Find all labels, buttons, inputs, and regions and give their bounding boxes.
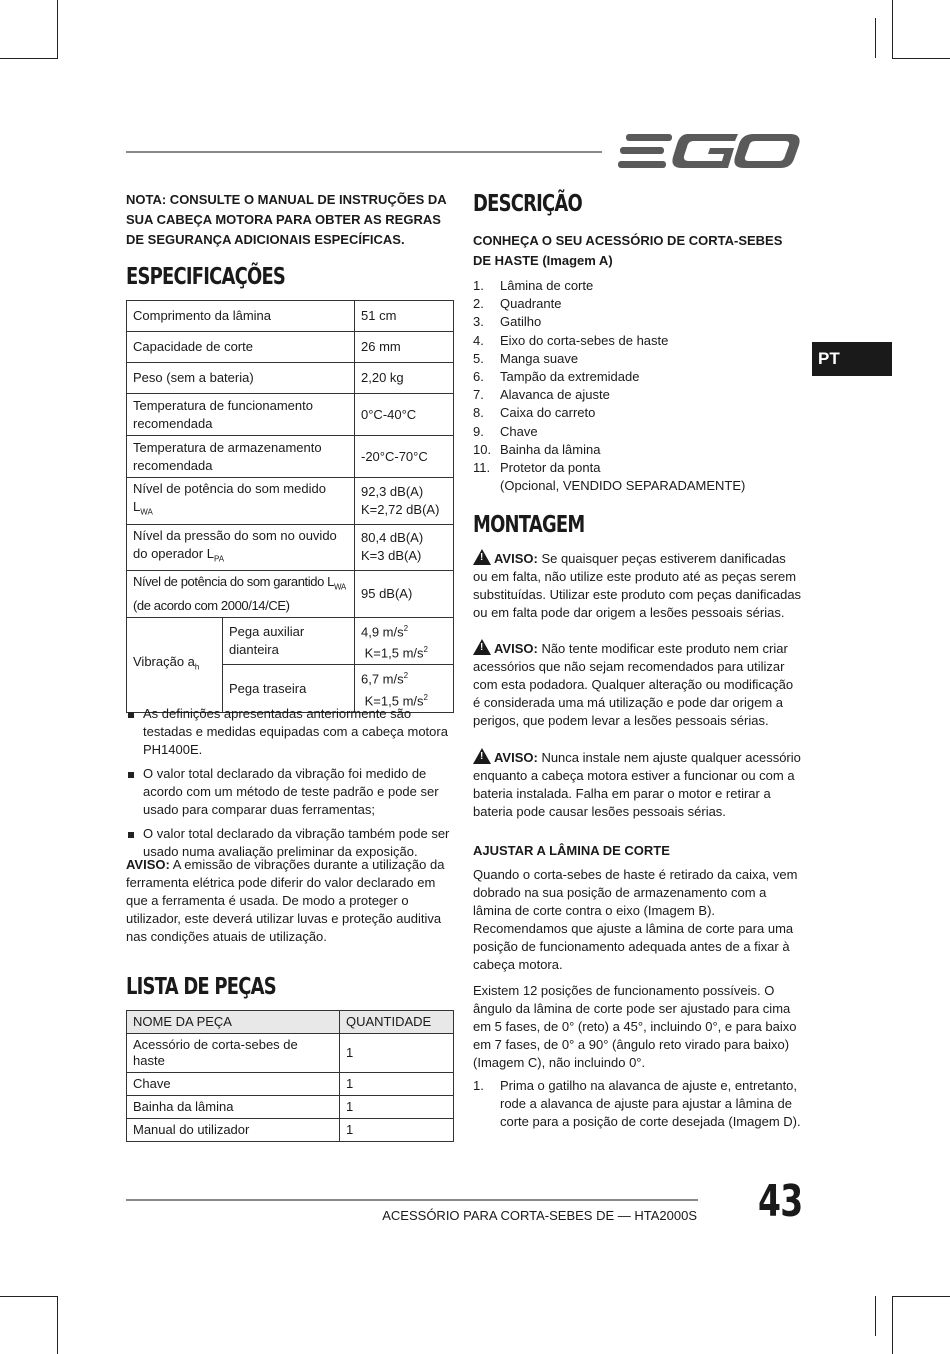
spec-notes-list <box>126 705 456 867</box>
part-qty: 1 <box>340 1073 454 1096</box>
bullet-icon <box>128 712 134 718</box>
list-item: 7. Alavanca de ajuste <box>473 387 610 403</box>
spec-value: 2,20 kg <box>355 363 454 394</box>
crop-mark <box>892 1296 893 1354</box>
part-name: Bainha da lâmina <box>127 1096 340 1119</box>
vibration-label: Vibração $a_h$ <box>127 617 223 712</box>
table-header-row <box>127 1011 454 1034</box>
part-name: Acessório de corta-sebes de haste <box>127 1034 340 1073</box>
spec-value: 95 dB(A) <box>355 571 454 618</box>
page-number: 43 <box>758 1176 803 1227</box>
list-item: 11. Protetor da ponta (Opcional, VENDIDO SEPARADAMENTE) <box>473 460 746 494</box>
assembly-heading: MONTAGEM <box>473 512 585 538</box>
table-row <box>127 301 454 332</box>
warning-icon <box>473 549 491 565</box>
part-name: Manual do utilizador <box>127 1119 340 1142</box>
ego-logo <box>618 130 800 172</box>
table-row <box>127 394 454 436</box>
spec-label: Comprimento da lâmina <box>127 301 355 332</box>
spec-value: 0°C-40°C <box>355 394 454 436</box>
crop-mark <box>875 18 876 58</box>
warning-block: !AVISO: Nunca instale nem ajuste qualquer acessório enquanto a cabeça motora estiver a funcionar ou com a bateria instalada. Falha em parar o motor e retirar a bateria pode causar lesões pessoais sérias. <box>473 748 803 821</box>
part-qty: 1 <box>340 1034 454 1073</box>
warning-block: !AVISO: Se quaisquer peças estiverem danificadas ou em falta, não utilize este produto até as peças serem substituídas. Utilizar este produto com peças danificadas ou em falta pode dar origem a lesões pessoais sérias. <box>473 549 803 622</box>
spec-value: 92,3 dB(A) K=2,72 dB(A) <box>355 478 454 525</box>
vibration-rear-value: 6,7 $m/s^2$ K=1,5 $m/s^2$ <box>355 665 454 713</box>
warning-icon <box>473 748 491 764</box>
crop-mark <box>892 58 950 59</box>
column-header: NOME DA PEÇA <box>127 1011 340 1034</box>
list-item: 4. Eixo do corta-sebes de haste <box>473 332 669 348</box>
step-item: 1. Prima o gatilho na alavanca de ajuste e, entretanto, rode a alavanca de ajuste para ajustar a lâmina de corte para a posição de corte desejada (Imagem D). <box>473 1078 801 1129</box>
part-qty: 1 <box>340 1096 454 1119</box>
crop-mark <box>875 1296 876 1336</box>
table-row <box>127 617 454 665</box>
table-row <box>127 332 454 363</box>
warning-block: !AVISO: Não tente modificar este produto nem criar acessórios que não sejam recomendados para utilizar com esta podadora. Qualquer alteração ou modificação é considerada uma má utilização e pode dar origem a perigos, que podem levar a lesões pessoais sérias. <box>473 639 803 730</box>
list-item: 5. Manga suave <box>473 350 579 366</box>
table-row <box>127 571 454 618</box>
vibration-rear-label: Pega traseira <box>223 665 355 713</box>
crop-mark <box>892 0 893 58</box>
spec-value: 80,4 dB(A) K=3 dB(A) <box>355 524 454 571</box>
table-row <box>127 1034 454 1073</box>
table-row <box>127 1119 454 1142</box>
language-tab: PT <box>812 342 892 376</box>
vibration-warning: AVISO: A emissão de vibrações durante a utilização da ferramenta elétrica pode diferir do valor declarado em que a ferramenta é usada. De modo a proteger o utilizador, este deverá utilizar luvas e proteção auditiva nas condições atuais de utilização. <box>126 857 445 944</box>
table-row <box>127 524 454 571</box>
list-item: 2. Quadrante <box>473 296 562 312</box>
components-list <box>473 277 803 495</box>
spec-label: Nível de potência do som garantido $L_{WA}$ (de acordo com 2000/14/CE) <box>127 571 355 618</box>
list-item: 10. Bainha da lâmina <box>473 441 601 457</box>
spec-label: Temperatura de armazenamento recomendada <box>127 436 355 478</box>
table-row <box>127 436 454 478</box>
crop-mark <box>0 58 58 59</box>
list-item: 6. Tampão da extremidade <box>473 369 640 385</box>
parts-table <box>126 1010 454 1142</box>
spec-value: -20°C-70°C <box>355 436 454 478</box>
spec-label: Nível da pressão do som no ouvido do operador $L_{PA}$ <box>127 524 355 571</box>
vibration-front-value: 4,9 $m/s^2$ K=1,5 $m/s^2$ <box>355 617 454 665</box>
crop-mark <box>0 1296 58 1297</box>
positions-paragraph: Existem 12 posições de funcionamento possíveis. O ângulo da lâmina de corte pode ser ajustado para cima em 5 fases, de 0° (reto) a 45°, incluindo 0°, e para baixo em 7 fases, de 0° a 90° (ângulo reto virado para baixo) (Imagem C), não incluindo 0°. <box>473 983 797 1070</box>
vibration-front-label: Pega auxiliar dianteira <box>223 617 355 665</box>
spec-value: 51 cm <box>355 301 454 332</box>
warning-icon <box>473 639 491 655</box>
crop-mark <box>57 1296 58 1354</box>
spec-label: Peso (sem a bateria) <box>127 363 355 394</box>
list-item: O valor total declarado da vibração também pode ser usado numa avaliação preliminar da exposição. <box>126 825 456 861</box>
crop-mark <box>57 0 58 58</box>
parts-heading: LISTA DE PEÇAS <box>126 974 276 1000</box>
footer-rule <box>126 1199 698 1201</box>
specifications-table <box>126 300 454 713</box>
bullet-icon <box>128 832 134 838</box>
header-rule <box>126 151 602 153</box>
bullet-icon <box>128 772 134 778</box>
part-name: Chave <box>127 1073 340 1096</box>
description-heading: DESCRIÇÃO <box>473 191 583 217</box>
specs-heading: ESPECIFICAÇÕES <box>126 264 286 290</box>
spec-label: Nível de potência do som medido $L_{WA}$ <box>127 478 355 525</box>
table-row <box>127 363 454 394</box>
safety-note: NOTA: CONSULTE O MANUAL DE INSTRUÇÕES DA SUA CABEÇA MOTORA PARA OBTER AS REGRAS DE SEGURANÇA ADICIONAIS ESPECÍFICAS. <box>126 192 447 247</box>
spec-label: Temperatura de funcionamento recomendada <box>127 394 355 436</box>
spec-value: 26 mm <box>355 332 454 363</box>
description-subheading: CONHEÇA O SEU ACESSÓRIO DE CORTA-SEBES DE HASTE (Imagem A) <box>473 233 783 268</box>
list-item: 8. Caixa do carreto <box>473 405 596 421</box>
part-qty: 1 <box>340 1119 454 1142</box>
spec-label: Capacidade de corte <box>127 332 355 363</box>
footer-title: ACESSÓRIO PARA CORTA-SEBES DE — HTA2000S <box>382 1208 697 1223</box>
table-row <box>127 478 454 525</box>
list-item: 1. Lâmina de corte <box>473 278 594 293</box>
table-row <box>127 1073 454 1096</box>
table-row <box>127 1096 454 1119</box>
list-item: 9. Chave <box>473 423 538 439</box>
list-item: O valor total declarado da vibração foi medido de acordo com um método de teste padrão e pode ser usado para comparar duas ferramentas; <box>126 765 456 819</box>
adjust-paragraph: Quando o corta-sebes de haste é retirado da caixa, vem dobrado na sua posição de armazenamento com a lâmina de corte contra o eixo (Imagem B). Recomendamos que ajuste a lâmina de corte para uma posição de funcionamento adequada antes de a fixar à cabeça motora. <box>473 867 798 972</box>
adjust-heading: AJUSTAR A LÂMINA DE CORTE <box>473 843 670 858</box>
column-header: QUANTIDADE <box>340 1011 454 1034</box>
list-item: 3. Gatilho <box>473 314 542 330</box>
list-item: As definições apresentadas anteriormente são testadas e medidas equipadas com a cabeça motora PH1400E. <box>126 705 456 759</box>
crop-mark <box>892 1296 950 1297</box>
